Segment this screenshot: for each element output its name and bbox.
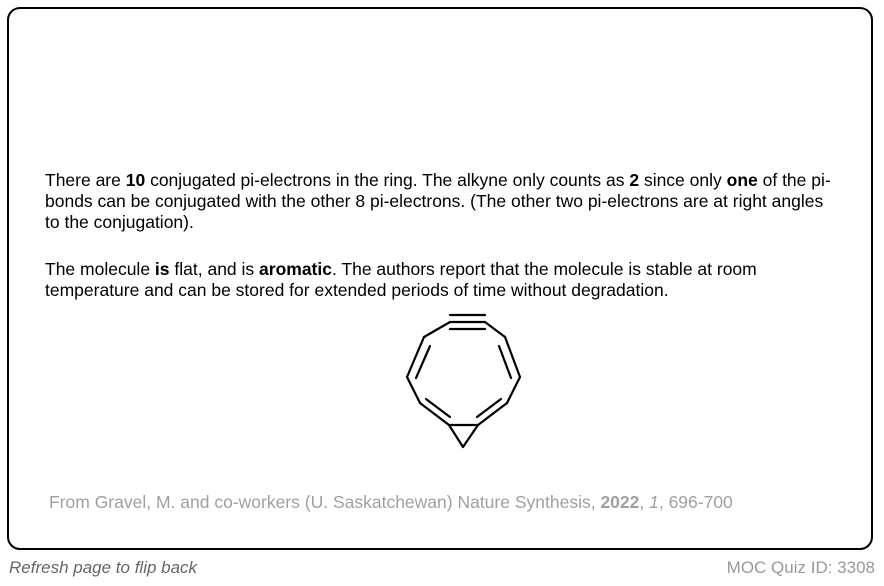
text-run: of the pi-bonds can be conjugated with the other 8 pi-electrons. (The other two pi-electrons are at right angles to the conjugation). (45, 170, 831, 232)
bold-electron-count: 10 (125, 170, 146, 190)
citation-volume: 1 (649, 492, 659, 512)
cyclopropane-bond (449, 425, 463, 447)
refresh-hint: Refresh page to flip back (9, 558, 198, 577)
ring-bond (424, 322, 450, 337)
flashcard[interactable] (7, 7, 873, 550)
quiz-id-label: MOC Quiz ID: 3308 (726, 558, 875, 577)
bold-is: is (154, 259, 170, 279)
explanation-paragraph-2 (45, 259, 835, 301)
text-run: flat, and is (169, 259, 260, 279)
ring-bond (485, 322, 505, 337)
citation-pages: , 696-700 (658, 492, 733, 512)
ring-bond (407, 337, 424, 377)
molecule-structure-diagram (397, 306, 527, 456)
citation-year: 2022 (600, 492, 640, 512)
double-bond-inner-line (477, 399, 501, 417)
bold-one: one (726, 170, 758, 190)
ring-bond (507, 377, 520, 403)
cyclopropane-bond (463, 425, 478, 447)
bold-aromatic: aromatic (259, 259, 332, 279)
ring-bond (407, 377, 420, 403)
text-run: since only (639, 170, 727, 190)
text-run: . The authors report that the molecule is stable at room temperature and can be stored for extended periods of time without degradation. (45, 259, 757, 300)
text-run: conjugated pi-electrons in the ring. The alkyne only counts as (145, 170, 630, 190)
citation (49, 492, 809, 513)
citation-separator: , (639, 492, 650, 512)
explanation-paragraph-1 (45, 170, 835, 233)
citation-text: From Gravel, M. and co-workers (U. Saskatchewan) Nature Synthesis, (49, 492, 601, 512)
text-run: There are (45, 170, 126, 190)
text-run: The molecule (45, 259, 155, 279)
double-bond-inner-line (426, 399, 450, 417)
bold-alkyne-count: 2 (629, 170, 640, 190)
